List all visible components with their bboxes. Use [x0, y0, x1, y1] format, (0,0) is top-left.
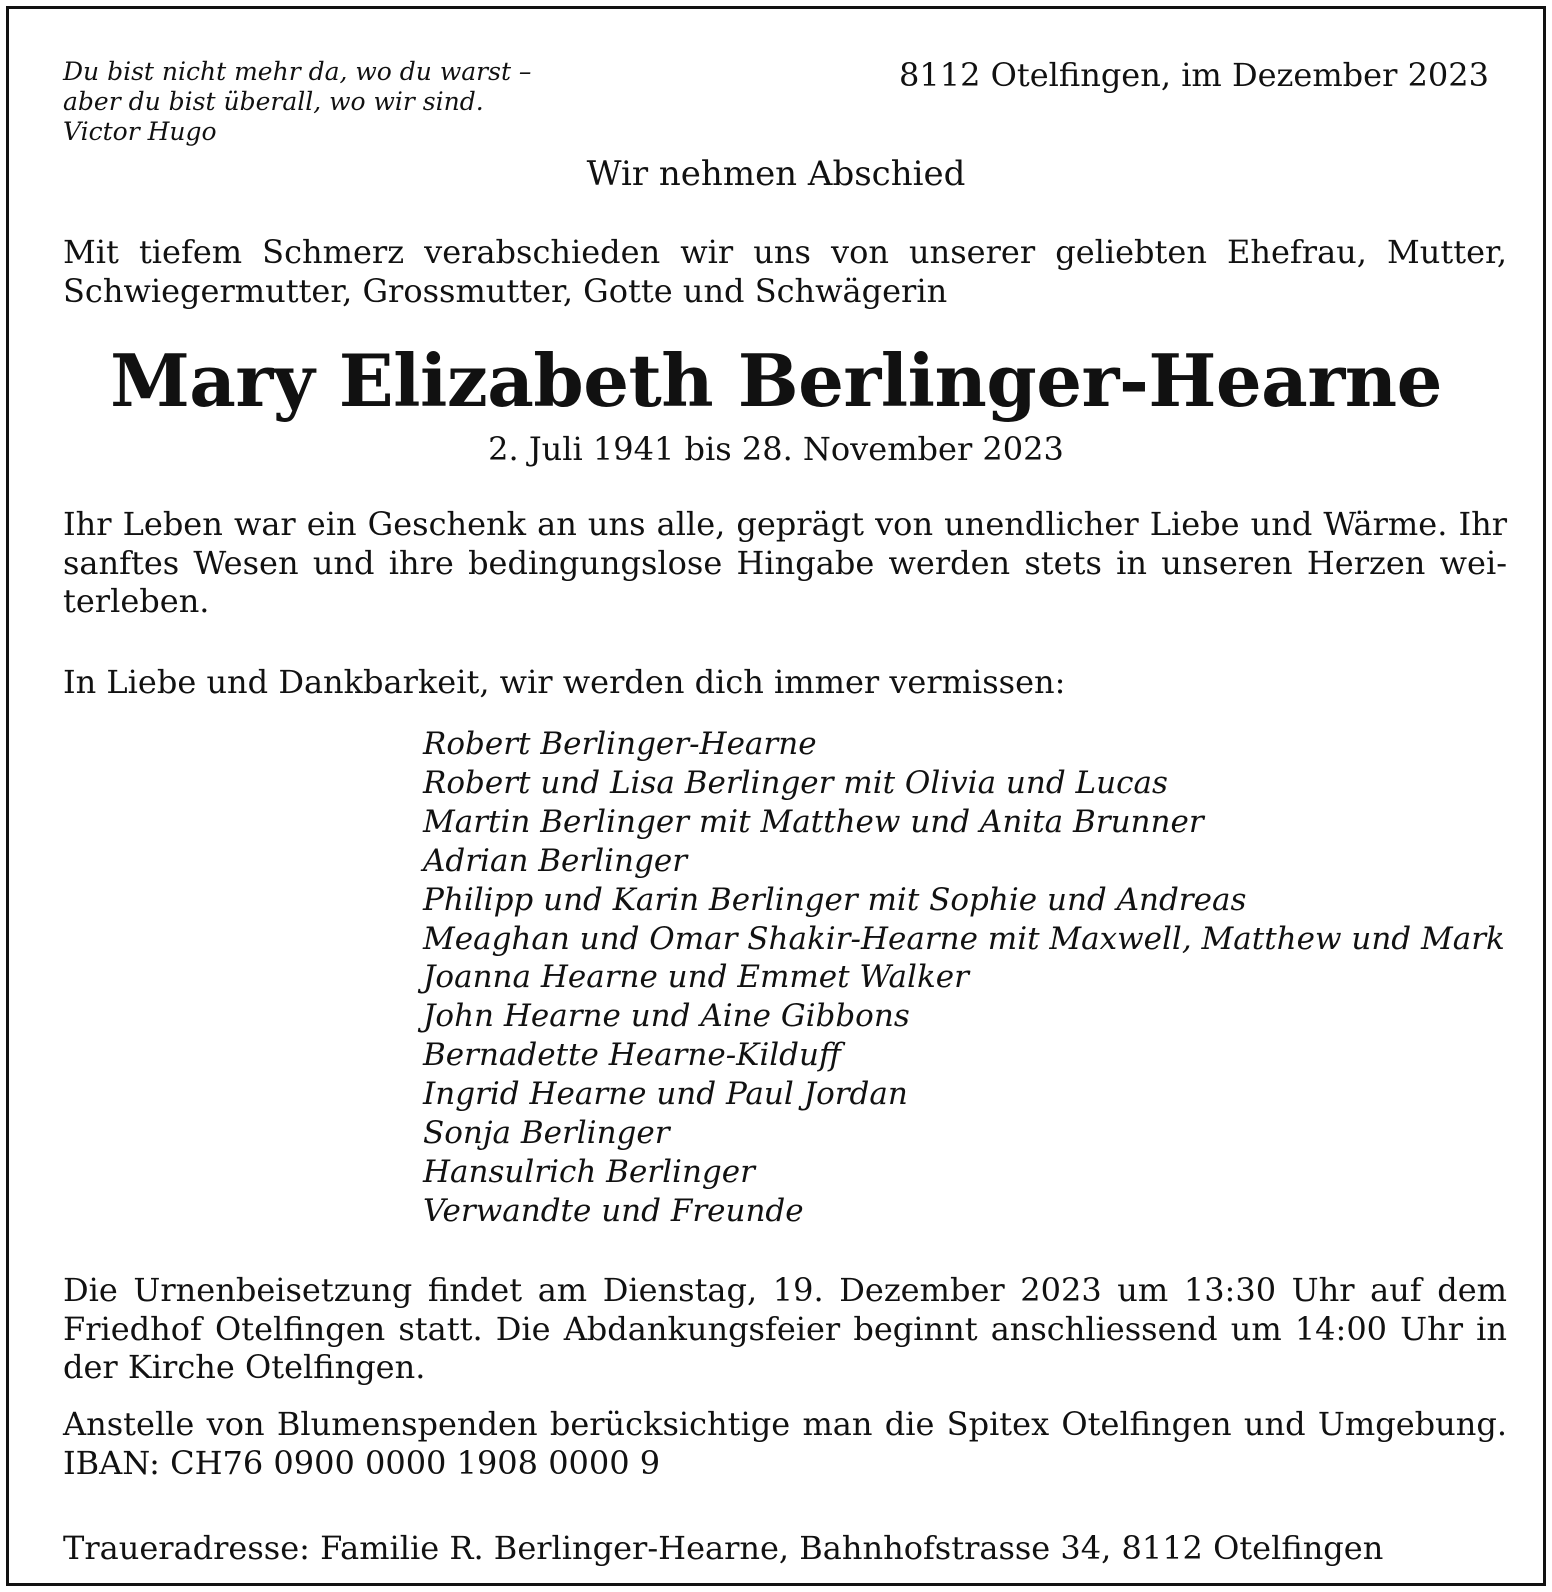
intro-paragraph: Mit tiefem Schmerz verabschieden wir uns von unserer geliebten Ehefrau, Mutter, Schwiegermutter, Grossmutter, Gotte und Schwägerin [63, 233, 1507, 310]
quote-line: Du bist nicht mehr da, wo du warst – [63, 57, 532, 86]
quote-author: Victor Hugo [63, 117, 217, 146]
mourner-item: Hansulrich Berlinger [423, 1153, 755, 1190]
quote-line: aber du bist überall, wo wir sind. [63, 87, 484, 116]
obituary-frame [6, 6, 1546, 1586]
deceased-name: Mary Elizabeth Berlinger-Hearne [110, 338, 1442, 423]
mourners-list [423, 725, 1505, 1231]
epigraph-quote [63, 57, 583, 147]
mourner-item: John Hearne und Aine Gibbons [423, 998, 910, 1035]
mourner-item: Bernadette Hearne-Kilduff [423, 1037, 841, 1074]
mourning-address: Traueradresse: Familie R. Berlinger-Hearne, Bahnhofstrasse 34, 8112 Otelfingen [63, 1529, 1384, 1567]
farewell-line: In Liebe und Dankbarkeit, wir werden dich immer vermissen: [63, 663, 1066, 701]
mourner-item: Meaghan und Omar Shakir-Hearne mit Maxwell, Matthew und Mark [423, 920, 1505, 957]
mourner-item: Robert und Lisa Berlinger mit Olivia und Lucas [423, 764, 1168, 801]
mourner-item: Philipp und Karin Berlinger mit Sophie und Andreas [423, 881, 1247, 918]
ceremony-paragraph: Die Urnenbeisetzung findet am Dienstag, 19. Dezember 2023 um 13:30 Uhr auf dem Friedhof Otelfingen statt. Die Abdankungsfeier beginnt anschliessend um 14:00 Uhr in der Kirche Otelfingen. [63, 1271, 1507, 1386]
mourner-item: Martin Berlinger mit Matthew und Anita Brunner [423, 803, 1204, 840]
tribute-paragraph: Ihr Leben war ein Geschenk an uns alle, geprägt von unendlicher Liebe und Wärme. Ihr sanftes Wesen und ihre bedingungslose Hingabe werden stets in unseren Herzen weiterleben. [63, 505, 1507, 620]
heading: Wir nehmen Abschied [586, 154, 966, 194]
mourner-item: Robert Berlinger-Hearne [423, 726, 817, 762]
place-and-date: 8112 Otelfingen, im Dezember 2023 [898, 56, 1489, 94]
mourner-item: Joanna Hearne und Emmet Walker [423, 959, 969, 996]
mourner-item: Sonja Berlinger [423, 1115, 670, 1152]
mourner-item: Adrian Berlinger [423, 842, 688, 879]
life-dates: 2. Juli 1941 bis 28. November 2023 [488, 430, 1064, 468]
mourner-item: Ingrid Hearne und Paul Jordan [423, 1076, 908, 1113]
mourner-item: Verwandte und Freunde [423, 1192, 804, 1229]
donation-paragraph: Anstelle von Blumenspenden berücksichtige man die Spitex Otelfingen und Umgebung. IBAN: CH76 0900 0000 1908 0000 9 [63, 1405, 1507, 1482]
